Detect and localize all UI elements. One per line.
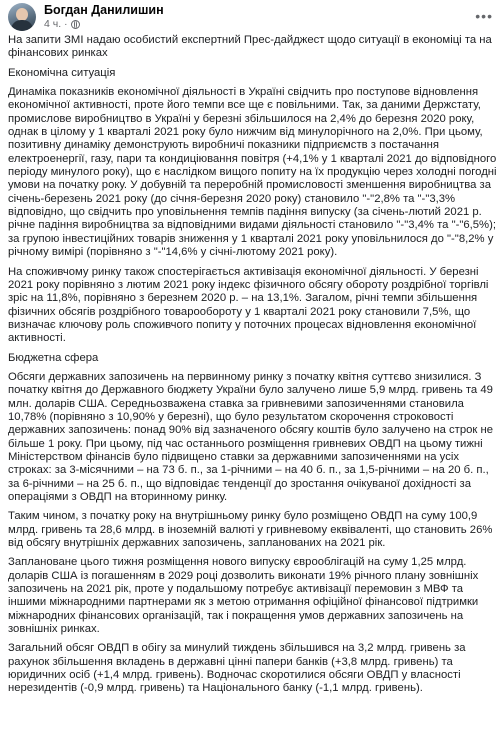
more-options-icon[interactable]: ••• <box>475 8 493 24</box>
budget-paragraph-2: Таким чином, з початку року на внутрішньому ринку було розміщено ОВДП на суму 100,9 млрд. гривень та 28,6 млрд. в іноземній валюті у гривневому еквіваленті, що становить 26% від обсягу внутрішніх державних запозичень, запланованих на 2021 рік. <box>8 510 493 550</box>
post-meta <box>44 18 164 31</box>
author-block <box>44 3 164 31</box>
section-heading-economy: Економічна ситуація <box>8 66 116 79</box>
intro-paragraph: На запити ЗМІ надаю особистий експертний Прес-дайджест щодо ситуації в економіці та на фінансових ринках <box>8 34 492 60</box>
globe-icon[interactable] <box>71 20 80 29</box>
post-body <box>8 34 497 696</box>
post-time[interactable]: 4 ч. <box>44 18 62 30</box>
avatar-suit <box>11 20 33 31</box>
author-name[interactable]: Богдан Данилишин <box>44 3 164 17</box>
post-header <box>8 0 497 34</box>
section-heading-budget: Бюджетна сфера <box>8 351 99 364</box>
author-avatar[interactable] <box>8 3 36 31</box>
meta-separator: · <box>64 19 68 30</box>
economy-paragraph-1: Динаміка показників економічної діяльності в Україні свідчить про поступове відновлення економічної активності, проте його темпи все ще є повільними. Так, за даними Держстату, промислове виробництво в Україні у березні збільшилося на 2,4% до березня 2020 року, однак в цілому у 1 кварталі 2021 року було нижчим від минулорічного на 2,0%. При цьому, позитивну динаміку демонструють виробничі показники підприємств з постачання електроенергії, газу, пари та кондиціювання повітря (+4,1% у 1 кварталі 2021 до відповідного періоду минулого року), що є наслідком вищого попиту на їх продукцію через холодні погодні умови на початку року. У добувній та переробній промисловості зменшення виробництва за січень-березень 2021 року (до січня-березня 2020 року) становило "-"2,8% та "-"3,3% відповідно, що свідчить про уповільнення темпів падіння випуску (за січень-лютий 2021 р. річне падіння виробництва за відповідними видами діяльності становило "-"3,4% та "-"6,5%); за групою інвестиційних товарів зниження у 1 кварталі 2021 року уповільнилося до "-"8,2% у річному вимірі (порівняно з "-"14,6% у січні-лютому 2021 року). <box>8 86 497 259</box>
budget-paragraph-3: Заплановане цього тижня розміщення нового випуску єврооблігацій на суму 1,25 млрд. доларів США із погашенням в 2029 році дозволить виконати 19% річного плану зовнішніх запозичень на 2021 рік, проте у подальшому потребує активізації перемовин з МВФ та іншими міжнародними партнерами як з метою отримання офіційної фінансової підтримки міжнародних фінансових організацій, так і покращення умов державних запозичень на зовнішніх ринках. <box>8 556 479 636</box>
budget-paragraph-4: Загальний обсяг ОВДП в обігу за минулий тиждень збільшився на 3,2 млрд. гривень за рахунок збільшення вкладень в державні цінні папери банків (+3,8 млрд. гривень) та юридичних осіб (+1,4 млрд. гривень). Водночас скоротилися обсяги ОВДП у власності нерезидентів (-0,9 млрд. гривень) та Національного банку (-1,1 млрд. гривень). <box>8 642 466 695</box>
economy-paragraph-2: На споживчому ринку також спостерігається активізація економічної діяльності. У березні 2021 року порівняно з лютим 2021 року індекс фізичного обсягу обороту роздрібної торгівлі зріс на 11,8%, порівняно з березнем 2020 р. – на 13,1%. Загалом, річні темпи збільшення фізичних обсягів роздрібного товарообороту у 1 кварталі 2021 року становили 7,5%, що визначає ключову роль споживчого попиту у поточних процесах відновлення економічної активності. <box>8 265 489 345</box>
budget-paragraph-1: Обсяги державних запозичень на первинному ринку з початку квітня суттєво знизилися. З початку квітня до Державного бюджету України було залучено лише 5,9 млрд. гривень та 49 млн. доларів США. Середньозважена ставка за гривневими запозиченнями становила 10,78% (порівняно з 10,90% у березні), що було результатом скорочення строковості державних запозичень: понад 90% від зазначеного обсягу коштів було залучено на строк не більше 1 року. При цьому, під час останнього розміщення гривневих ОВДП на цьому тижні Міністерством фінансів було підвищено ставки за державними запозиченнями на усіх строках: за 3-місячними – на 73 б. п., за 1-річними – на 40 б. п., за 1,5-річними – на 20 б. п., за 6-річними – на 25 б. п., що відповідає тенденції до зростання очікуваної дохідності за операціями з ОВДП на вторинному ринку. <box>8 370 494 503</box>
